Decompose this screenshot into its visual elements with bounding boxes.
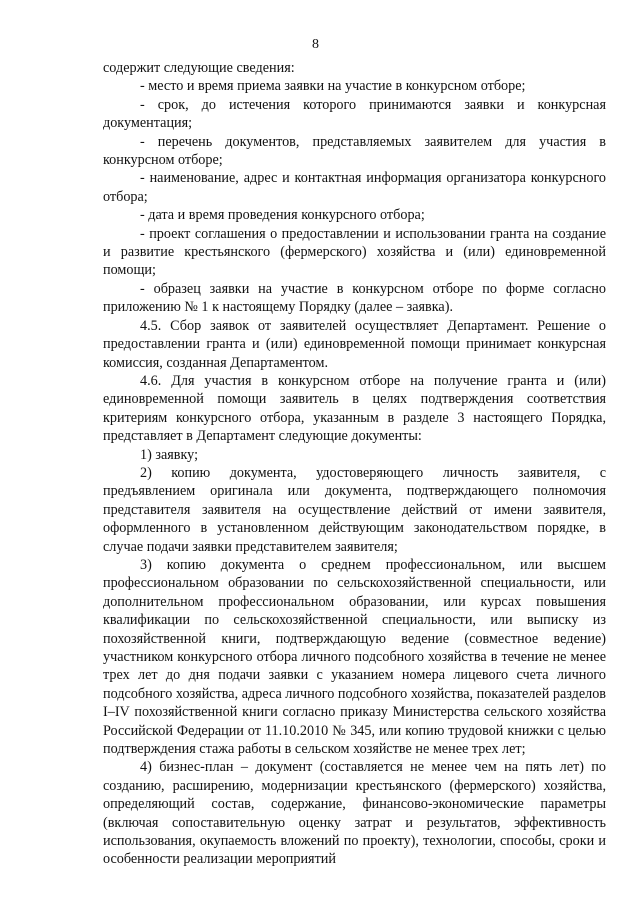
list-item: - дата и время проведения конкурсного отбора; xyxy=(140,207,425,224)
list-item: - образец заявки на участие в конкурсном отборе по форме согласно приложению № 1 к настоящему Порядку (далее – заявка). xyxy=(103,280,606,316)
document-item-3: 3) копию документа о среднем профессиональном, или высшем профессиональном образовании по сельскохозяйственной специальности, или дополнительном профессиональном образовании, или курсах повышения квалификации по сельскохозяйственной специальности, или выписку из похозяйственной книги, подтверждающую ведение (совместное ведение) участником конкурсного отбора личного подсобного хозяйства в течение не менее трех лет до дня подачи заявки с указанием номера лицевого счета личного подсобного хозяйства, адреса личного подсобного хозяйства, показателей разделов I–IV похозяйственной книги согласно приказу Министерства сельского хозяйства Российской Федерации от 11.10.2010 № 345, или копию трудовой книжки с целью подтверждения стажа работы в сельском хозяйстве не менее трех лет; xyxy=(103,556,606,758)
list-item: - срок, до истечения которого принимаются заявки и конкурсная документация; xyxy=(103,96,606,132)
page-number: 8 xyxy=(312,37,319,52)
list-item: - место и время приема заявки на участие в конкурсном отборе; xyxy=(140,78,526,95)
document-item-1: 1) заявку; xyxy=(140,446,199,463)
paragraph-4-5: 4.5. Сбор заявок от заявителей осуществляет Департамент. Решение о предоставлении гранта и (или) единовременной помощи принимает конкурсная комиссия, созданная Департаментом. xyxy=(103,317,606,371)
document-item-4: 4) бизнес-план – документ (составляется не менее чем на пять лет) по созданию, расширению, модернизации крестьянского (фермерского) хозяйства, определяющий состав, содержание, финансово-экономические параметры (включая сопоставительную оценку затрат и результатов, эффективность использования, окупаемость вложений по проекту), технологии, способы, сроки и особенности реализации мероприятий xyxy=(103,759,606,868)
list-item: - проект соглашения о предоставлении и использовании гранта на создание и развитие крестьянского (фермерского) хозяйства и (или) единовременной помощи; xyxy=(103,225,606,279)
list-item: - наименование, адрес и контактная информация организатора конкурсного отбора; xyxy=(103,170,606,205)
paragraph-4-6: 4.6. Для участия в конкурсном отборе на получение гранта и (или) единовременной помощи заявитель в целях подтверждения соответствия критериям конкурсного отбора, указанным в разделе 3 настоящего Порядка, представляет в Департамент следующие документы: xyxy=(103,372,606,445)
document-item-2: 2) копию документа, удостоверяющего личность заявителя, с предъявлением оригинала или документа, подтверждающего полномочия представителя заявителя на осуществление действий от имени заявителя, оформленного в установленном действующим законодательством порядке, в случае подачи заявки представителем заявителя; xyxy=(103,464,606,555)
paragraph: содержит следующие сведения: xyxy=(103,60,295,76)
list-item: - перечень документов, представляемых заявителем для участия в конкурсном отборе; xyxy=(103,133,606,169)
document-body xyxy=(103,59,606,869)
